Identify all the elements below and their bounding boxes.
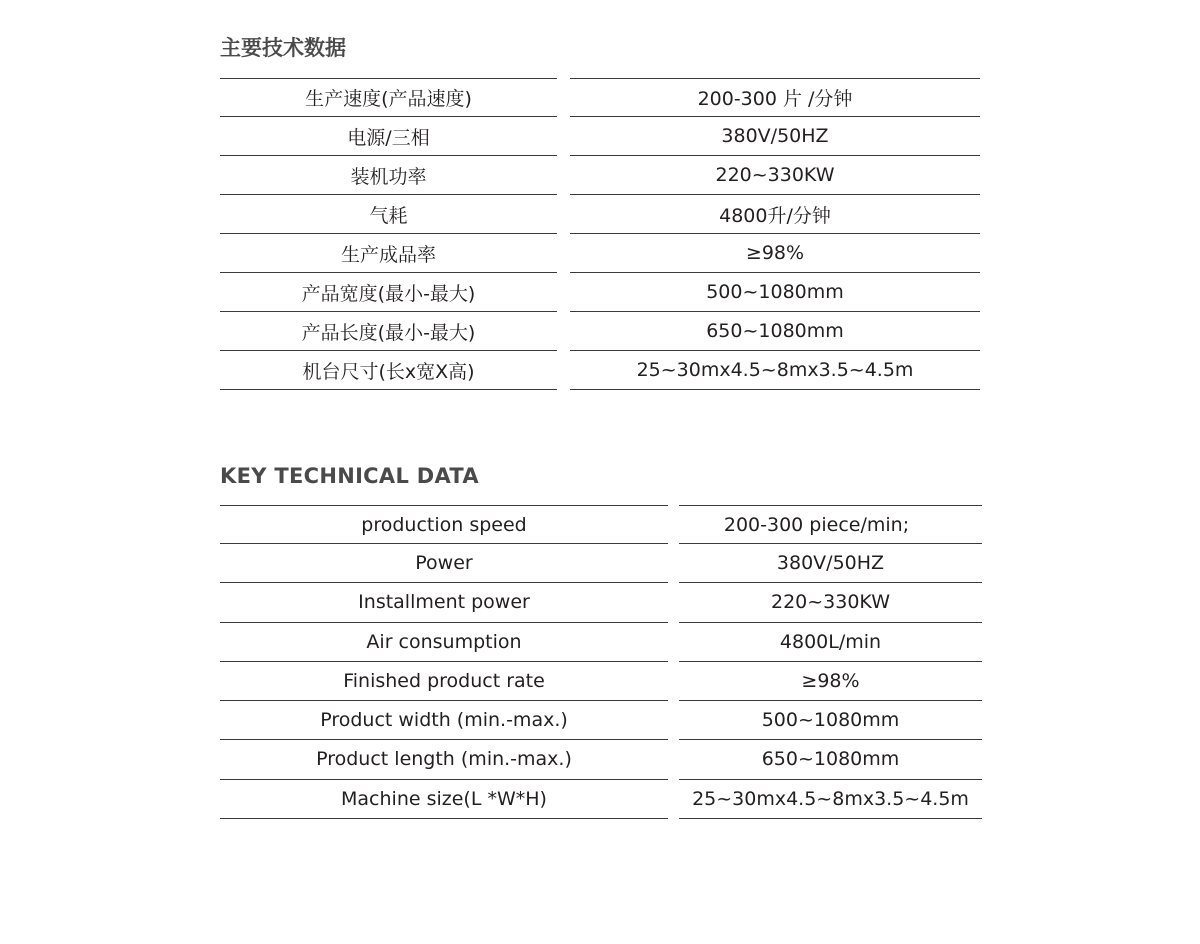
- table-row: [220, 234, 980, 273]
- table-row: [220, 740, 982, 779]
- table-row: [220, 117, 980, 156]
- spec-table-english: [220, 505, 982, 819]
- row-label: 机台尺寸(长x宽X高): [220, 351, 557, 390]
- table-row: [220, 623, 982, 662]
- row-value: 500~1080mm: [679, 701, 982, 740]
- table-row: [220, 273, 980, 312]
- table-row: [220, 78, 980, 117]
- row-value: 380V/50HZ: [570, 117, 980, 156]
- row-value: 380V/50HZ: [679, 544, 982, 583]
- row-label: Air consumption: [220, 623, 668, 662]
- row-value: 220~330KW: [570, 156, 980, 195]
- table-row: [220, 662, 982, 701]
- table-row: [220, 505, 982, 544]
- table-row: [220, 544, 982, 583]
- table-row: [220, 312, 980, 351]
- section-title-chinese: 主要技术数据: [220, 36, 346, 60]
- row-value: 25~30mx4.5~8mx3.5~4.5m: [679, 780, 982, 819]
- table-row: [220, 195, 980, 234]
- spec-table-chinese: [220, 78, 980, 390]
- row-label: 装机功率: [220, 156, 557, 195]
- row-label: Machine size(L *W*H): [220, 780, 668, 819]
- table-row: [220, 583, 982, 622]
- row-label: 产品长度(最小-最大): [220, 312, 557, 351]
- row-value: ≥98%: [679, 662, 982, 701]
- table-row: [220, 351, 980, 390]
- row-label: Power: [220, 544, 668, 583]
- table-row: [220, 780, 982, 819]
- row-value: 220~330KW: [679, 583, 982, 622]
- row-value: 650~1080mm: [679, 740, 982, 779]
- table-row: [220, 156, 980, 195]
- row-label: Installment power: [220, 583, 668, 622]
- row-value: 200-300 片 /分钟: [570, 78, 980, 117]
- row-value: 650~1080mm: [570, 312, 980, 351]
- row-value: ≥98%: [570, 234, 980, 273]
- row-label: 气耗: [220, 195, 557, 234]
- section-title-english: KEY TECHNICAL DATA: [220, 464, 479, 488]
- row-value: 4800L/min: [679, 623, 982, 662]
- table-row: [220, 701, 982, 740]
- row-label: Finished product rate: [220, 662, 668, 701]
- row-label: Product length (min.-max.): [220, 740, 668, 779]
- row-label: 产品宽度(最小-最大): [220, 273, 557, 312]
- row-value: 25~30mx4.5~8mx3.5~4.5m: [570, 351, 980, 390]
- row-value: [679, 505, 982, 544]
- row-value: 500~1080mm: [570, 273, 980, 312]
- row-label: production speed: [220, 505, 668, 544]
- row-label: 电源/三相: [220, 117, 557, 156]
- row-label: 生产成品率: [220, 234, 557, 273]
- row-value: 4800升/分钟: [570, 195, 980, 234]
- row-label: 生产速度(产品速度): [220, 78, 557, 117]
- row-value-text: 200-300 piece/min;: [723, 513, 910, 536]
- row-label: Product width (min.-max.): [220, 701, 668, 740]
